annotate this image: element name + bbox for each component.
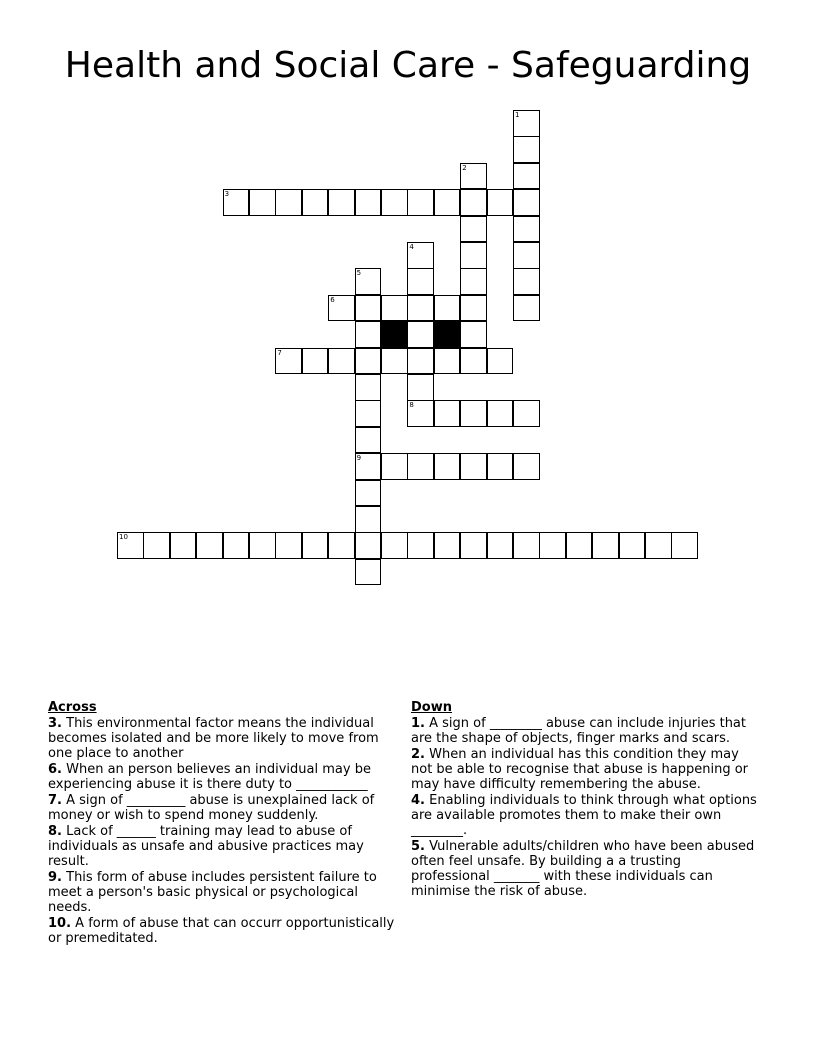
grid-cell[interactable] <box>487 453 514 480</box>
blocked-cell <box>434 321 461 348</box>
grid-cell[interactable] <box>381 453 408 480</box>
grid-cell[interactable] <box>619 532 646 559</box>
grid-cell[interactable] <box>460 400 487 427</box>
grid-cell[interactable] <box>275 189 302 216</box>
grid-cell[interactable] <box>434 189 461 216</box>
grid-cell[interactable] <box>328 189 355 216</box>
clue-number: 10. <box>48 916 72 931</box>
across-clues <box>48 700 396 947</box>
across-clue <box>48 793 396 823</box>
grid-cell[interactable] <box>460 216 487 243</box>
down-heading: Down <box>411 700 452 715</box>
grid-cell[interactable] <box>407 295 434 322</box>
grid-cell[interactable] <box>487 532 514 559</box>
grid-cell[interactable] <box>487 348 514 375</box>
grid-cell[interactable] <box>249 189 276 216</box>
clue-text: When an person believes an individual may be experiencing abuse it is there duty to ___________ <box>48 762 371 792</box>
grid-cell[interactable] <box>275 348 302 375</box>
clue-number: 7. <box>48 793 62 808</box>
grid-cell[interactable] <box>434 295 461 322</box>
clue-text: When an individual has this condition they may not be able to recognise that abuse is happening or may have difficulty remembering the abuse. <box>411 747 749 792</box>
clue-number: 6. <box>48 762 62 777</box>
grid-cell[interactable] <box>381 295 408 322</box>
grid-cell[interactable] <box>513 136 540 163</box>
grid-cell[interactable] <box>328 348 355 375</box>
cell-number: 9 <box>356 454 362 463</box>
grid-cell[interactable] <box>407 189 434 216</box>
grid-cell[interactable] <box>355 453 382 480</box>
grid-cell[interactable] <box>249 532 276 559</box>
grid-cell[interactable] <box>302 532 329 559</box>
grid-cell[interactable] <box>513 216 540 243</box>
across-heading: Across <box>48 700 97 715</box>
clue-text: This form of abuse includes persistent failure to meet a person's basic physical or psychological needs. <box>48 870 377 915</box>
grid-cell[interactable] <box>460 348 487 375</box>
grid-cell[interactable] <box>355 321 382 348</box>
grid-cell[interactable] <box>196 532 223 559</box>
grid-cell[interactable] <box>460 295 487 322</box>
across-clue <box>48 824 396 869</box>
cell-number: 1 <box>515 111 520 119</box>
grid-cell[interactable] <box>355 427 382 454</box>
grid-cell[interactable] <box>434 453 461 480</box>
clue-number: 8. <box>48 824 62 839</box>
grid-cell[interactable] <box>275 532 302 559</box>
grid-cell[interactable] <box>434 532 461 559</box>
across-clue <box>48 916 396 946</box>
grid-cell[interactable] <box>407 321 434 348</box>
grid-cell[interactable] <box>460 532 487 559</box>
grid-cell[interactable] <box>328 295 355 322</box>
cell-number: 6 <box>330 295 335 304</box>
cell-number: 8 <box>409 401 414 410</box>
cell-number: 3 <box>224 190 230 199</box>
grid-cell[interactable] <box>381 348 408 375</box>
clue-number: 1. <box>411 716 425 731</box>
grid-cell[interactable] <box>355 532 382 559</box>
puzzle-title: Health and Social Care - Safeguarding <box>64 45 752 86</box>
clue-number: 3. <box>48 716 62 731</box>
clue-text: This environmental factor means the individual becomes isolated and be more likely to move from one place to another <box>48 716 379 761</box>
grid-cell[interactable] <box>355 506 382 533</box>
grid-cell[interactable] <box>460 321 487 348</box>
cell-number: 7 <box>277 348 282 357</box>
grid-cell[interactable] <box>513 189 540 216</box>
clue-number: 4. <box>411 793 425 808</box>
grid-cell[interactable] <box>407 268 434 295</box>
grid-cell[interactable] <box>143 532 170 559</box>
cell-number: 4 <box>409 243 414 251</box>
grid-cell[interactable] <box>460 189 487 216</box>
grid-cell[interactable] <box>355 268 382 295</box>
grid-cell[interactable] <box>671 532 698 559</box>
grid-cell[interactable] <box>592 532 619 559</box>
grid-cell[interactable] <box>223 532 250 559</box>
cell-number: 2 <box>462 163 467 172</box>
grid-cell[interactable] <box>645 532 672 559</box>
grid-cell[interactable] <box>513 268 540 295</box>
across-clue <box>48 762 396 792</box>
grid-cell[interactable] <box>460 242 487 269</box>
grid-cell[interactable] <box>355 295 382 322</box>
grid-cell[interactable] <box>460 453 487 480</box>
grid-cell[interactable] <box>355 480 382 507</box>
grid-cell[interactable] <box>487 400 514 427</box>
grid-cell[interactable] <box>302 348 329 375</box>
grid-cell[interactable] <box>302 189 329 216</box>
grid-cell[interactable] <box>460 268 487 295</box>
grid-cell[interactable] <box>407 400 434 427</box>
grid-cell[interactable] <box>460 163 487 190</box>
grid-cell[interactable] <box>407 453 434 480</box>
grid-cell[interactable] <box>513 295 540 322</box>
grid-cell[interactable] <box>434 400 461 427</box>
grid-cell[interactable] <box>355 374 382 401</box>
across-clue <box>48 716 396 761</box>
grid-cell[interactable] <box>170 532 197 559</box>
across-clue <box>48 870 396 915</box>
clue-text: A form of abuse that can occurr opportunistically or premeditated. <box>48 916 395 946</box>
down-clue <box>411 747 761 792</box>
grid-cell[interactable] <box>487 189 514 216</box>
grid-cell[interactable] <box>513 163 540 190</box>
grid-cell[interactable] <box>513 242 540 269</box>
grid-cell[interactable] <box>355 189 382 216</box>
grid-cell[interactable] <box>407 374 434 401</box>
clue-text: Lack of ______ training may lead to abuse of individuals as unsafe and abusive practices may result. <box>48 824 364 869</box>
grid-cell[interactable] <box>407 532 434 559</box>
clue-text: Vulnerable adults/children who have been abused often feel unsafe. By building a a trusting professional _______ with these individuals can minimise the risk of abuse. <box>411 839 755 899</box>
cell-number: 5 <box>356 269 362 278</box>
blocked-cell <box>381 321 408 348</box>
grid-cell[interactable] <box>223 189 250 216</box>
clue-text: Enabling individuals to think through what options are available promotes them to make their own ________. <box>411 793 757 838</box>
cell-number: 10 <box>119 533 128 542</box>
clue-number: 9. <box>48 870 62 885</box>
down-clue <box>411 839 761 899</box>
grid-cell[interactable] <box>513 110 540 137</box>
clue-text: A sign of _________ abuse is unexplained lack of money or wish to spend money suddenly. <box>48 793 375 823</box>
down-clue <box>411 716 761 746</box>
grid-cell[interactable] <box>407 348 434 375</box>
grid-cell[interactable] <box>539 532 566 559</box>
grid-cell[interactable] <box>513 532 540 559</box>
grid-cell[interactable] <box>355 400 382 427</box>
clue-text: A sign of ________ abuse can include injuries that are the shape of objects, finger marks and scars. <box>411 716 746 746</box>
grid-cell[interactable] <box>117 532 144 559</box>
clue-number: 5. <box>411 839 425 854</box>
grid-cell[interactable] <box>407 242 434 269</box>
down-clue <box>411 793 761 838</box>
grid-cell[interactable] <box>355 559 382 586</box>
down-clues <box>411 700 761 900</box>
grid-cell[interactable] <box>434 348 461 375</box>
grid-cell[interactable] <box>355 348 382 375</box>
grid-cell[interactable] <box>566 532 593 559</box>
clue-number: 2. <box>411 747 425 762</box>
grid-cell[interactable] <box>513 453 540 480</box>
grid-cell[interactable] <box>328 532 355 559</box>
grid-cell[interactable] <box>381 189 408 216</box>
grid-cell[interactable] <box>513 400 540 427</box>
grid-cell[interactable] <box>381 532 408 559</box>
